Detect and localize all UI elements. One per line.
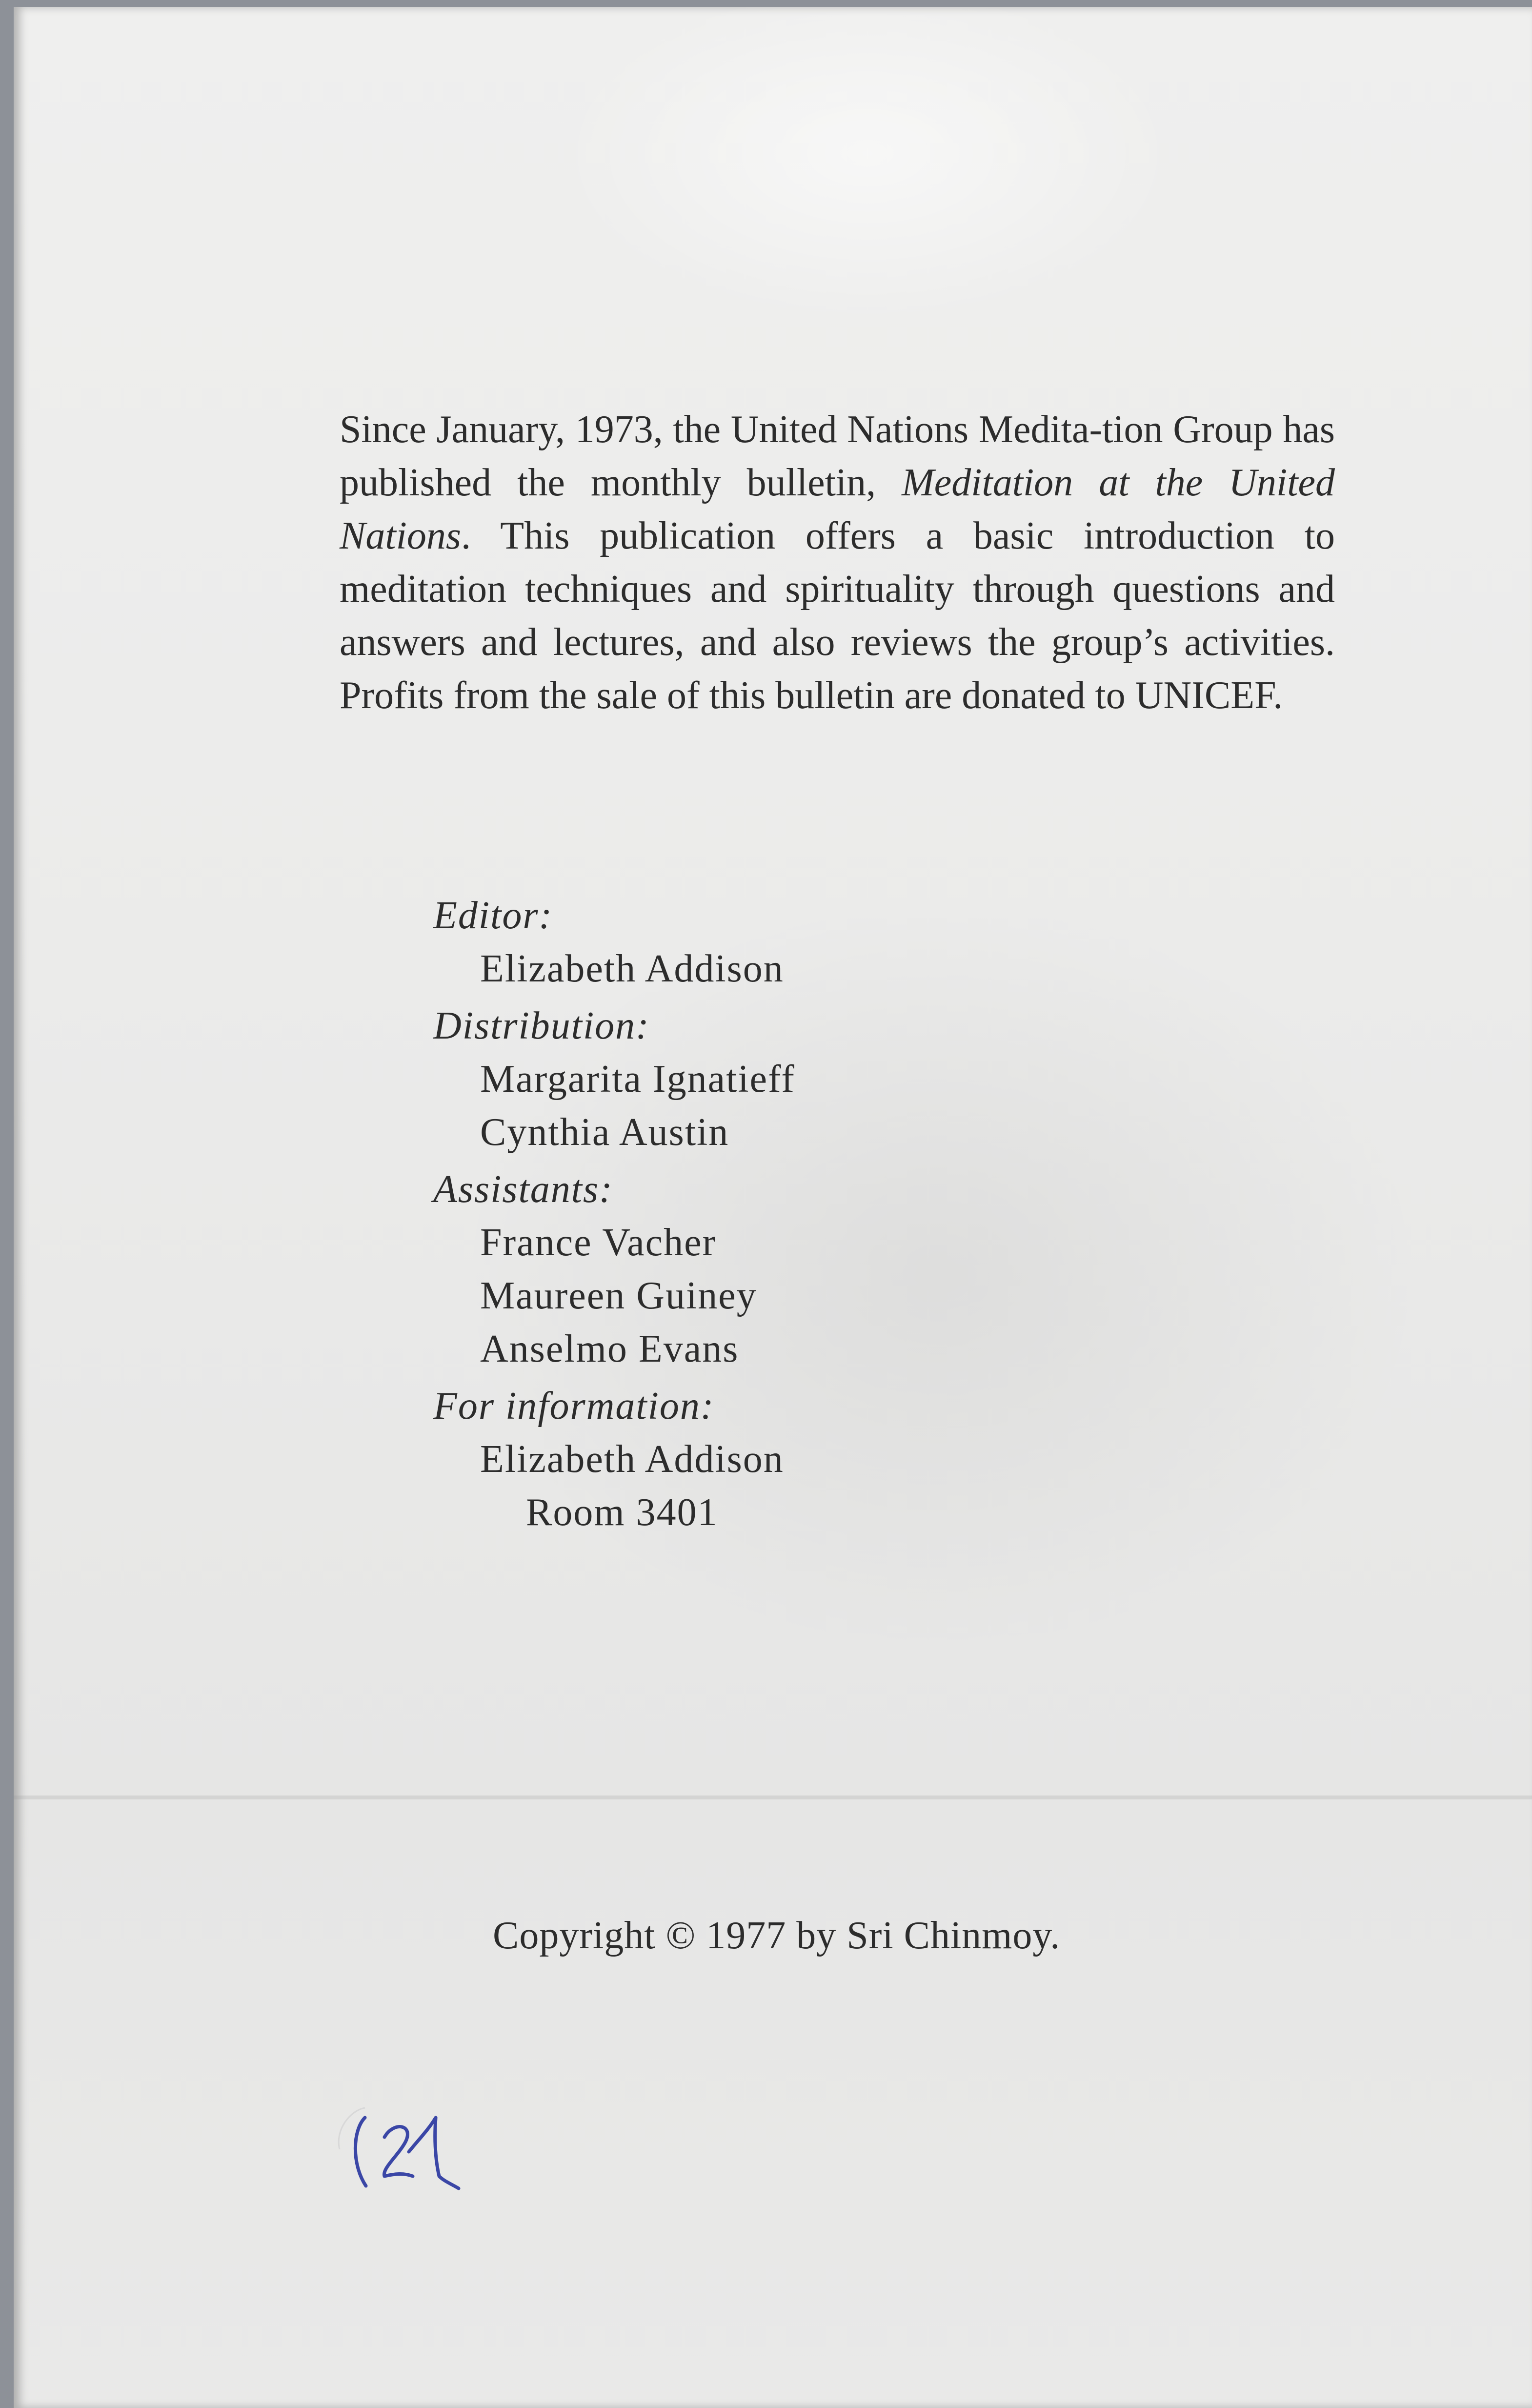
intro-lead: Since January, 1973, the United Nations Medita-tion Group has published the monthly bulletin, [340, 408, 1335, 504]
intro-paragraph [340, 403, 1335, 722]
copyright-notice: Copyright © 1977 by Sri Chinmoy. [493, 1914, 1061, 1957]
information-label: For information: [433, 1385, 715, 1428]
distribution-label: Distribution: [433, 1004, 650, 1047]
assistant-name: Maureen Guiney [480, 1274, 757, 1317]
staff-credits [433, 885, 1116, 1539]
distribution-name: Margarita Ignatieff [480, 1058, 795, 1101]
bulletin-title: Meditation at the United Nations [340, 461, 1335, 557]
assistant-name: Anselmo Evans [480, 1327, 739, 1370]
document-page [14, 7, 1532, 2408]
information-contact-name: Elizabeth Addison [480, 1438, 784, 1481]
distribution-name: Cynthia Austin [480, 1111, 729, 1154]
assistant-name: France Vacher [480, 1221, 717, 1264]
fold-shadow [14, 1796, 1532, 1799]
intro-rest: . This publication offers a basic introduction to meditation techniques and spirituality through questions and answers and lectures, and also reviews the group’s activities. Profits from the sale of this bulletin are donated to UNICEF. [340, 514, 1335, 717]
editor-label: Editor: [433, 894, 553, 937]
assistants-label: Assistants: [433, 1168, 613, 1211]
editor-name: Elizabeth Addison [480, 947, 784, 990]
information-room: Room 3401 [526, 1491, 718, 1534]
handwritten-mark [331, 2091, 467, 2198]
